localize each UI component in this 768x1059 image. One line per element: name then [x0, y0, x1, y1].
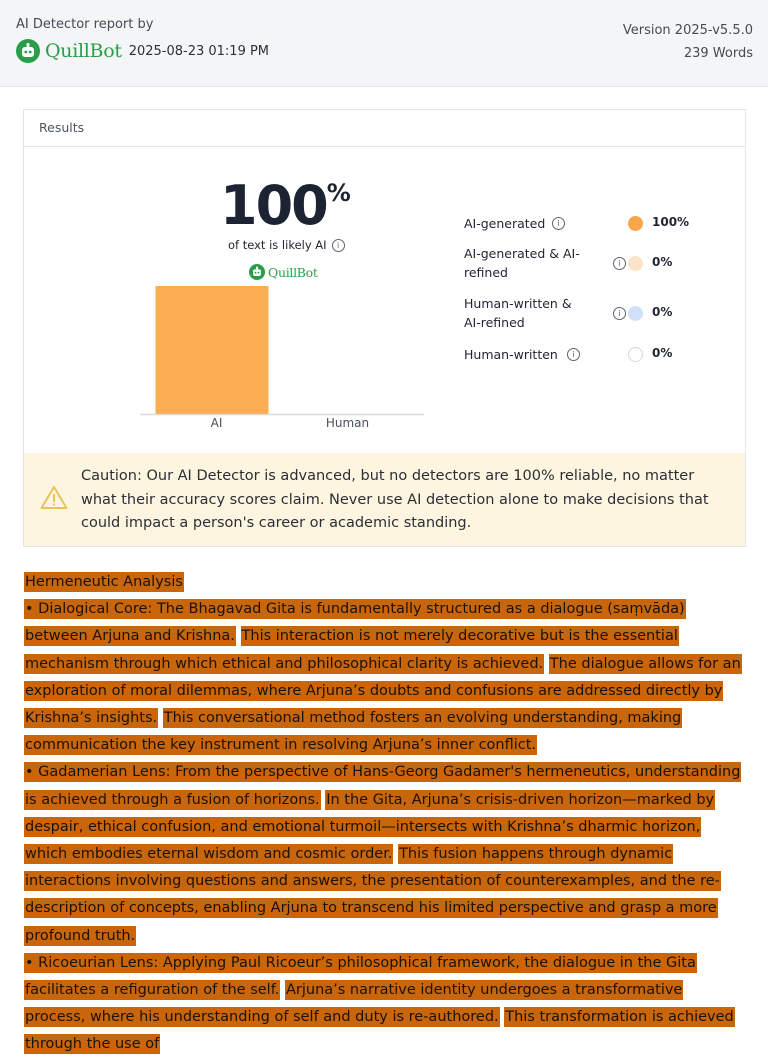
chart-brand: [249, 264, 318, 280]
ai-highlighted-sentence: This transformation is achieved through the use of: [25, 1009, 734, 1053]
legend-dot: [628, 256, 643, 271]
report-by-label: AI Detector report by: [16, 17, 154, 32]
legend-value: 0%: [652, 305, 673, 319]
report-date: 2025-08-23 01:19 PM: [128, 43, 270, 59]
quillbot-wordmark: QuillBot: [268, 264, 318, 280]
ai-highlighted-sentence: This conversational method fosters an evolving understanding, making communication the key instrument in resolving Arjuna’s inner conflict.: [25, 710, 682, 754]
legend-label: Human-written: [464, 347, 558, 362]
ai-highlighted-sentence: Hermeneutic Analysis: [25, 574, 183, 590]
legend-item-ai-generated: [464, 214, 734, 233]
legend-label: AI-generated & AI-refined: [464, 246, 580, 280]
document-paragraph: [24, 569, 744, 596]
bar-ai: [156, 286, 269, 414]
results-card: [23, 109, 746, 547]
quillbot-logo-icon: [16, 39, 40, 63]
version-label: Version 2025-v5.5.0: [622, 23, 753, 38]
report-header-left: [16, 17, 269, 63]
legend-value: 0%: [652, 255, 673, 269]
document-paragraph: [24, 596, 744, 759]
bar-label-human: Human: [325, 416, 370, 430]
caution-banner: [24, 453, 745, 546]
legend-dot: [628, 216, 643, 231]
info-icon[interactable]: i: [613, 257, 626, 270]
report-meta: [623, 23, 753, 61]
results-card-title: Results: [24, 110, 745, 147]
ai-highlighted-sentence: • Ricoeurian Lens: Applying Paul Ricoeur’s philosophical framework, the dialogue in the Gita facilitates a refiguration of the self.: [25, 954, 696, 999]
warning-icon: [40, 485, 68, 510]
ai-highlighted-sentence: Arjuna’s narrative identity undergoes a transformative process, where his understanding of self and duty is re-authored.: [25, 982, 683, 1026]
legend-value: 0%: [652, 346, 673, 360]
ai-score-caption-text: of text is likely AI: [228, 238, 327, 252]
info-icon[interactable]: i: [567, 348, 580, 361]
bar-label-ai: AI: [210, 416, 223, 430]
info-icon[interactable]: i: [613, 307, 626, 320]
caution-text: Caution: Our AI Detector is advanced, but no detectors are 100% reliable, no matter what their accuracy scores claim. Never use AI detection alone to make decisions that could impact a person's career or academic standing.: [81, 468, 709, 531]
ai-vs-human-bar-chart: [140, 283, 424, 436]
brand-row: [16, 39, 269, 63]
ai-score-caption: [228, 238, 345, 252]
legend-dot: [628, 347, 643, 362]
ai-highlighted-sentence: • Dialogical Core: The Bhagavad Gita is fundamentally structured as a dialogue (saṃvāda) between Arjuna and Krishna.: [25, 601, 685, 645]
legend-item-ai-generated-ai-refined: [464, 244, 734, 282]
quillbot-logo-icon: [249, 264, 265, 280]
legend-label: AI-generated: [464, 216, 546, 231]
legend-value: 100%: [652, 215, 690, 229]
percent-sign: %: [326, 179, 351, 207]
legend-item-human-written-ai-refined: [464, 294, 734, 332]
document-paragraph: [24, 759, 744, 949]
word-count: 239 Words: [683, 46, 753, 61]
legend-dot: [628, 306, 643, 321]
report-header: [0, 0, 768, 87]
document-paragraph: [24, 950, 744, 1059]
quillbot-wordmark: QuillBot: [45, 40, 122, 62]
info-icon[interactable]: i: [332, 239, 345, 252]
legend-item-human-written: [464, 345, 734, 364]
ai-score-value: 100: [220, 174, 327, 237]
analyzed-document: [24, 569, 744, 1059]
info-icon[interactable]: i: [552, 217, 565, 230]
legend-label: Human-written & AI-refined: [464, 296, 572, 330]
ai-highlighted-sentence: • Gadamerian Lens: From the perspective of Hans-Georg Gadamer's hermeneutics, understanding is achieved through a fusion of horizons.: [25, 764, 741, 808]
ai-highlighted-sentence: In the Gita, Arjuna’s crisis-driven horizon—marked by despair, ethical confusion, and emotional turmoil—intersects with Krishna’s dharmic horizon, which embodies eternal wisdom and cosmic order.: [25, 791, 715, 863]
ai-highlighted-sentence: This fusion happens through dynamic interactions involving questions and answers, the presentation of counterexamples, and the re-description of concepts, enabling Arjuna to transcend his limited perspective and grasp a more profound truth.: [25, 846, 720, 944]
ai-score-percent: [220, 174, 351, 237]
ai-highlighted-sentence: The dialogue allows for an exploration of moral dilemmas, where Arjuna’s doubts and confusions are addressed directly by Krishna’s insights.: [25, 655, 741, 727]
ai-highlighted-sentence: This interaction is not merely decorative but is the essential mechanism through which ethical and philosophical clarity is achieved.: [25, 628, 678, 672]
